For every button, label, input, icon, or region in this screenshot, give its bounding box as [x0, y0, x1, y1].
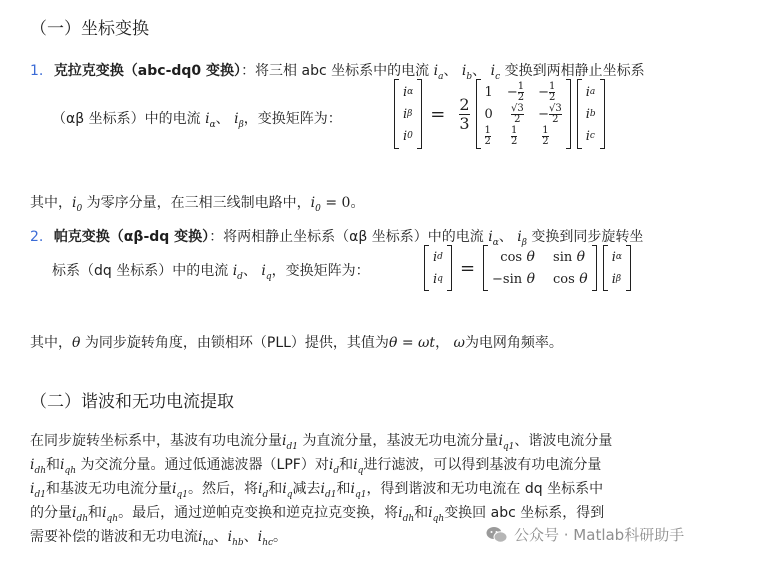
para-line-2: $i_{dh}$和$i_{qh}$ 为交流分量。通过低通滤波器（LPF）对$i_d$和$i_q$进行滤波，可以得到基波有功电流分量	[30, 457, 602, 476]
park-matrix-equation: i d i q = cos θ −sin θ sin θ cos θ i α i β	[424, 244, 631, 292]
item1-line2: （αβ 坐标系）中的电流 $i_\alpha$、 $i_\beta$，变换矩阵为：	[52, 111, 342, 130]
item1-title: 克拉克变换（abc-dq0 变换）	[53, 63, 242, 79]
list-number: 1.	[30, 63, 44, 79]
watermark	[486, 524, 684, 545]
item1-line1: 1. 克拉克变换（abc-dq0 变换）：将三相 abc 坐标系中的电流 $i_a$、 $i_b$、 $i_c$ 变换到两相静止坐标系	[30, 63, 645, 82]
watermark-text: 公众号 · Matlab科研助手	[514, 526, 685, 544]
note2: 其中，θ 为同步旋转角度，由锁相环（PLL）提供，其值为θ = ωt， ω为电网角频率。	[30, 335, 563, 351]
coefficient: 2 3	[459, 94, 470, 133]
item2-line2: 标系（dq 坐标系）中的电流 $i_d$、 $i_q$，变换矩阵为：	[52, 263, 370, 282]
item1-text: ：将三相 abc 坐标系中的电流	[241, 63, 430, 79]
section-title-1: （一）坐标变换	[30, 19, 149, 39]
section-title-2: （二）谐波和无功电流提取	[30, 392, 234, 412]
para-line-1: 在同步旋转坐标系中，基波有功电流分量$i_{d1}$ 为直流分量，基波无功电流分量$i_{q1}$、谐波电流分量	[30, 433, 613, 452]
clarke-matrix-equation: i α i β i 0 = 2 3 1 0 $\frac{1}{2}$ − $\frac{1}{2}$ $\frac{√3}{2}$ $\frac{1}{2}$ − $\frac{1}{2}$ − $\frac{√3}{2}$ $\frac{1}{2}$ i a i b i c	[394, 78, 605, 150]
list-number: 2.	[30, 229, 44, 245]
para-line-3: $i_{d1}$和基波无功电流分量$i_{q1}$。然后，将$i_d$和$i_q$减去$i_{d1}$和$i_{q1}$，得到谐波和无功电流在 dq 坐标系中	[30, 481, 604, 500]
para-line-5: 需要补偿的谐波和无功电流$i_{ha}$、$i_{hb}$、$i_{hc}$。	[30, 529, 288, 548]
note1: 其中，$i_0$ 为零序分量，在三相三线制电路中，$i_0 = 0$。	[30, 195, 365, 214]
para-line-4: 的分量$i_{dh}$和$i_{qh}$。最后，通过逆帕克变换和逆克拉克变换，将$i_{dh}$和$i_{qh}$变换回 abc 坐标系，得到	[30, 505, 605, 524]
wechat-icon	[486, 526, 508, 544]
item2-line1: 2. 帕克变换（αβ-dq 变换）：将两相静止坐标系（αβ 坐标系）中的电流 $i_\alpha$、 $i_\beta$ 变换到同步旋转坐	[30, 229, 644, 248]
item2-title: 帕克变换（αβ-dq 变换）	[53, 229, 210, 245]
